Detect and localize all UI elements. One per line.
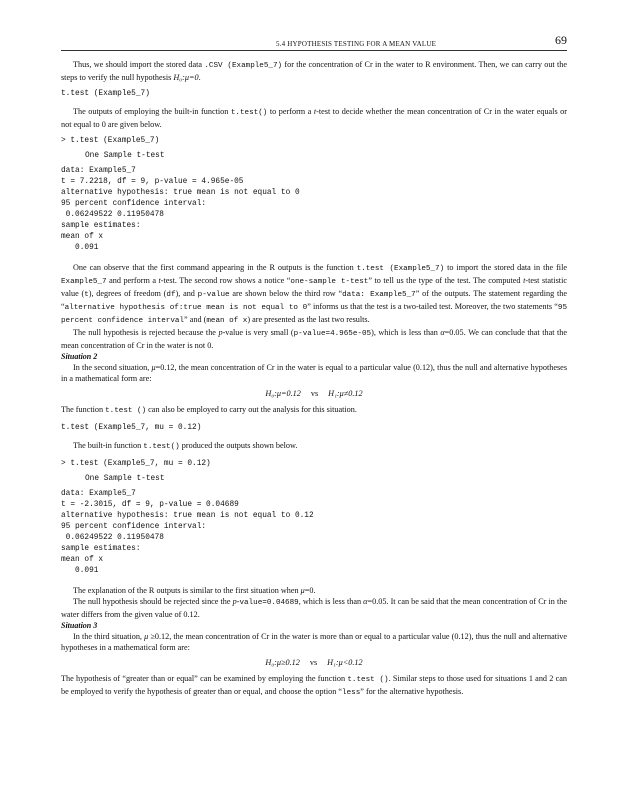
- running-title: 5.4 HYPOTHESIS TESTING FOR A MEAN VALUE: [276, 40, 437, 48]
- r-prompt: > t.test (Example5_7, mu = 0.12): [61, 460, 211, 468]
- r-output-line: 95 percent confidence interval:: [61, 523, 207, 531]
- paragraph-import: Thus, we should import the stored data .CSV (Example5_7) for the concentration of Cr in the water to R environment. Then, we can carry out the steps to verify the null hypothesis H₀:μ=0.: [61, 60, 567, 82]
- r-output-line: alternative hypothesis: true mean is not equal to 0: [61, 189, 300, 197]
- equation-hypotheses-2: H₀:μ=0.12 vs H₁:μ≠0.12: [265, 389, 363, 398]
- r-output-line: data: Example5_7: [61, 490, 136, 498]
- r-output-line: t = -2.3015, df = 9, p-value = 0.04689: [61, 501, 239, 509]
- page-header: [61, 28, 567, 51]
- r-output-line: mean of x: [61, 233, 104, 241]
- r-output-line: sample estimates:: [61, 222, 141, 230]
- paragraph-function: The function t.test () can also be employed to carry out the analysis for this situation.: [61, 405, 357, 415]
- paragraph-greater-equal: The hypothesis of “greater than or equal” can be examined by employing the function t.test (). Similar steps to those used for situations 1 and 2 can be employed to verify the hypothesis of greater than or equal, and choose the option “less” for the alternative hypothesis.: [61, 674, 567, 697]
- r-output-title: One Sample t-test: [85, 475, 165, 483]
- equation-hypotheses-3: H₀:μ≥0.12 vs H₁:μ<0.12: [265, 658, 363, 667]
- code-command-1: t.test (Example5_7): [61, 90, 150, 98]
- paragraph-situation-3: In the third situation, μ ≥0.12, the mean concentration of Cr in the water is more than or equal to a particular value (0.12), thus the null and alternative hypotheses in a mathematical form are:: [61, 632, 567, 652]
- r-output-line: 0.091: [61, 244, 99, 252]
- r-output-line: sample estimates:: [61, 545, 141, 553]
- r-prompt: > t.test (Example5_7): [61, 137, 160, 145]
- paragraph-ttest-intro: The outputs of employing the built-in function t.test() to perform a t-test to decide whether the mean concentration of Cr in the water equals or not equal to 0 are given below.: [61, 107, 567, 129]
- page-number: 69: [555, 33, 567, 47]
- r-output-line: 0.091: [61, 567, 99, 575]
- paragraph-situation-2: In the second situation, μ=0.12, the mean concentration of Cr in the water is equal to a particular value (0.12), thus the null and alternative hypotheses in a mathematical form are:: [61, 363, 568, 383]
- r-output-line: alternative hypothesis: true mean is not equal to 0.12: [61, 512, 314, 520]
- page: [61, 28, 567, 699]
- paragraph-explanation: One can observe that the first command appearing in the R outputs is the function t.test (Example5_7) to import the stored data in the file Example5_7 and perform a t-test. The second row shows a notice “one-sample t-test” to tell us the type of the test. The computed t-test statistic value (t), degrees of freedom (df), and p-value are shown below the third row “data: Example5_7” of the outputs. The statement regarding the “alternative hypothesis of:true mean is not equal to 0” informs us that the test is a two-tailed test. Moreover, the two statements “95 percent confidence interval” and (mean of x) are presented as the last two results.: [61, 263, 568, 325]
- situation-3-heading: Situation 3: [61, 621, 98, 630]
- r-output-line: 0.06249522 0.11950478: [61, 534, 164, 542]
- r-output-title: One Sample t-test: [85, 152, 165, 160]
- r-output-line: 95 percent confidence interval:: [61, 200, 207, 208]
- r-output-2: [61, 459, 567, 577]
- code-command-2: t.test (Example5_7, mu = 0.12): [61, 424, 202, 432]
- r-output-line: 0.06249522 0.11950478: [61, 211, 164, 219]
- paragraph-reject-1: The null hypothesis is rejected because the p-value is very small (p-value=4.965e-05), which is less than α=0.05. We can conclude that that the mean concentration of Cr in the water is not 0.: [61, 328, 568, 350]
- paragraph-reject-2: The null hypothesis should be rejected since the p-value=0.04689, which is less than α=0.05. It can be said that the mean concentration of Cr in the water differs from the given value of 0.12.: [61, 597, 567, 619]
- situation-2-heading: Situation 2: [61, 352, 98, 361]
- r-output-line: data: Example5_7: [61, 167, 136, 175]
- paragraph-similar: The explanation of the R outputs is similar to the first situation when μ=0.: [73, 586, 316, 595]
- r-output-1: [61, 136, 567, 254]
- paragraph-builtin: The built-in function t.test() produced the outputs shown below.: [73, 441, 298, 451]
- r-output-line: mean of x: [61, 556, 104, 564]
- r-output-line: t = 7.2218, df = 9, p-value = 4.965e-05: [61, 178, 244, 186]
